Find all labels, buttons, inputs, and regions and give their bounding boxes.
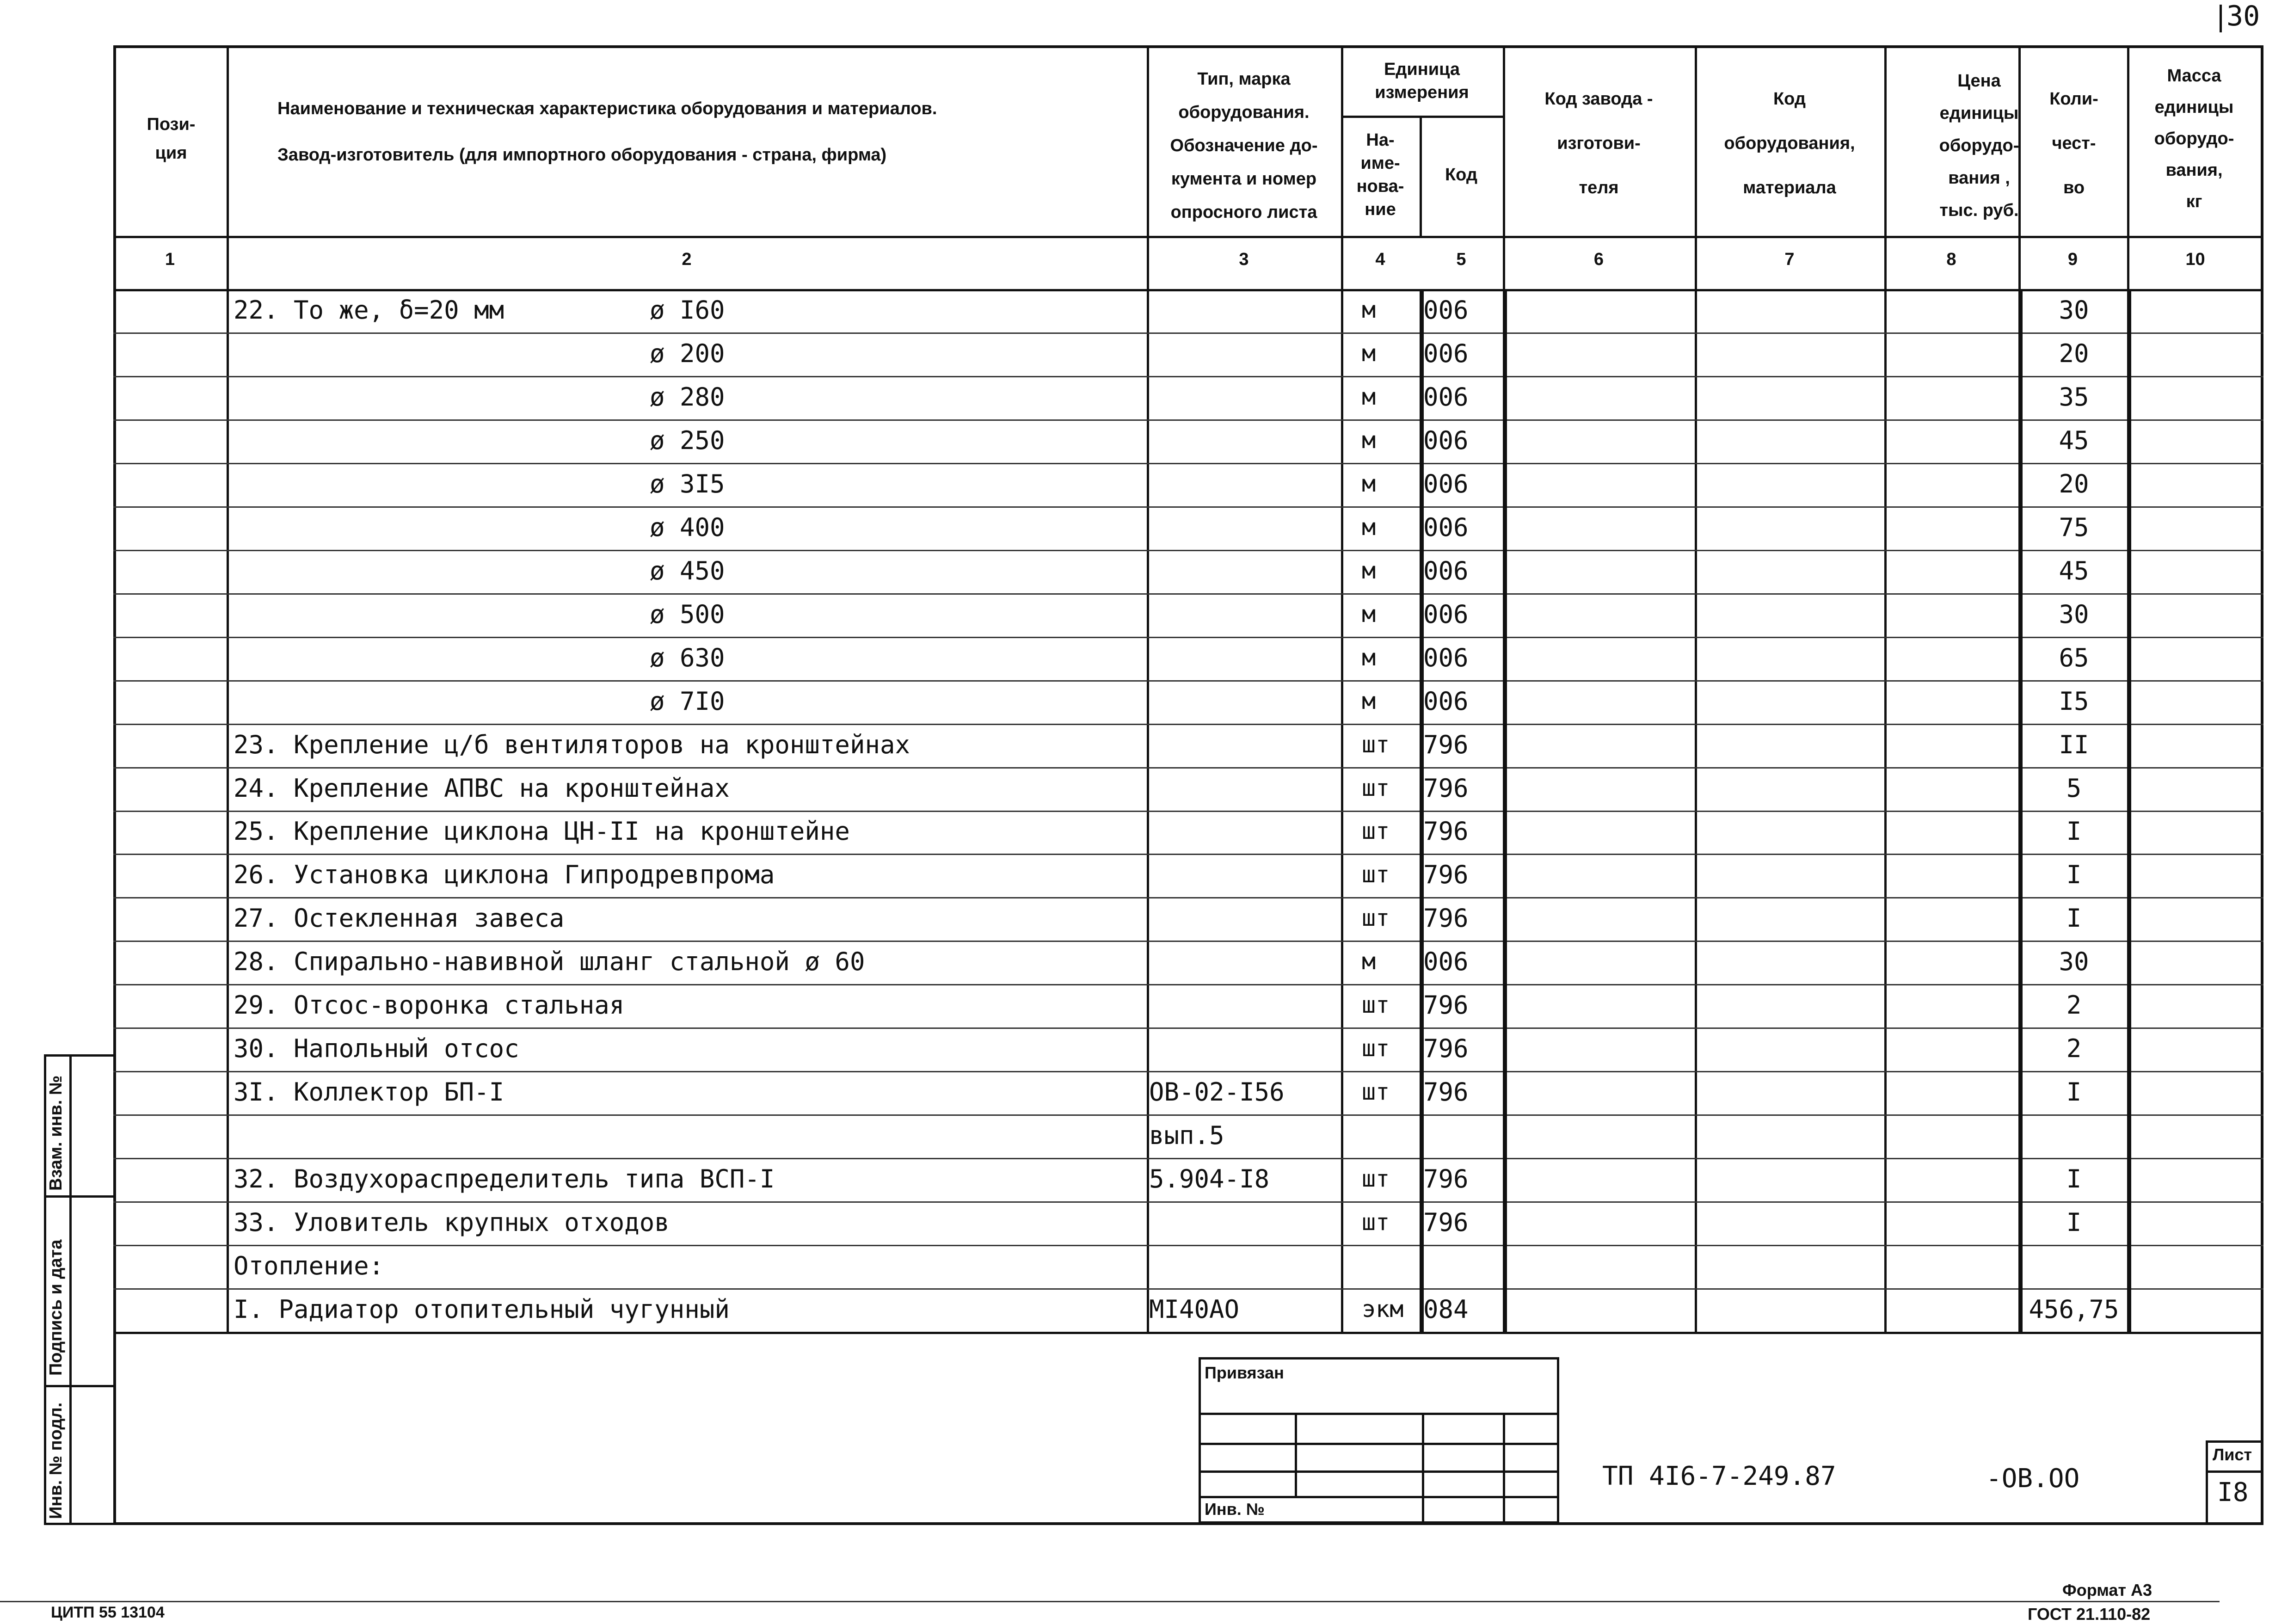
row-separator [113, 811, 2263, 812]
item-unit: м [1362, 557, 1376, 584]
item-unit-code: 796 [1423, 860, 1469, 890]
row-separator [113, 1245, 2263, 1246]
item-unit-code: 006 [1423, 382, 1469, 412]
item-name: I. Радиатор отопительный чугунный [234, 1295, 730, 1324]
row-separator [113, 1071, 2263, 1072]
item-quantity: I5 [2059, 686, 2089, 716]
unit-subcol-divider [1420, 116, 1422, 236]
item-quantity: I [2066, 817, 2082, 846]
item-unit: м [1362, 470, 1376, 497]
column-line [1884, 46, 1887, 1332]
column-number: 10 [2185, 250, 2205, 269]
item-unit: экм [1362, 1296, 1404, 1323]
item-type: вып.5 [1149, 1121, 1224, 1150]
item-quantity: I [2066, 1077, 2082, 1107]
item-diameter: ø 3I5 [650, 469, 725, 498]
header-mass: Масса единицы оборудо- вания, кг [2154, 66, 2234, 211]
row-separator [113, 593, 2263, 595]
item-quantity: 2 [2066, 990, 2082, 1020]
row-separator [113, 854, 2263, 855]
row-separator [113, 637, 2263, 638]
item-quantity: 20 [2059, 338, 2089, 368]
item-type: ОВ-02-I56 [1149, 1077, 1285, 1107]
item-unit-code: 796 [1423, 904, 1469, 933]
item-quantity: 2 [2066, 1034, 2082, 1064]
item-unit: м [1362, 600, 1376, 627]
document-code: ТП 4I6-7-249.87 [1602, 1461, 1836, 1491]
table-bottom-line [113, 1332, 2263, 1334]
item-unit-code: 006 [1423, 295, 1469, 325]
item-name: 32. Воздухораспределитель типа ВСП-I [234, 1164, 775, 1194]
item-diameter: ø 450 [650, 556, 725, 585]
item-type: МI40АО [1149, 1295, 1240, 1324]
row-separator [113, 550, 2263, 551]
row-separator [113, 332, 2263, 334]
item-unit-code: 006 [1423, 947, 1469, 977]
sheet-label: Лист [2213, 1445, 2252, 1464]
header-type: Тип, марка оборудования. Обозначение до- кумента и номер опросного листа [1170, 69, 1318, 222]
item-name: 3I. Коллектор БП-I [234, 1077, 504, 1107]
item-unit: м [1362, 426, 1376, 454]
item-unit-code: 084 [1423, 1295, 1469, 1324]
item-name: 27. Остекленная завеса [234, 904, 565, 933]
header-unit-group: Единица измерения [1375, 60, 1469, 102]
item-name: 28. Спирально-навивной шланг стальной ø 60 [234, 947, 865, 977]
footer-line [0, 1601, 2220, 1602]
side-label-podpis: Подпись и дата [46, 1239, 66, 1376]
item-type: 5.904-I8 [1149, 1164, 1270, 1194]
header-name-line2: Завод-изготовитель (для импортного оборудования - страна, фирма) [277, 145, 887, 165]
header-position: Пози- ция [147, 115, 196, 163]
item-quantity: 20 [2059, 469, 2089, 498]
footer-format: Формат А3 [2062, 1581, 2153, 1599]
item-unit: шт [1362, 1165, 1390, 1193]
header-name-line1: Наименование и техническая характеристика оборудования и материалов. [277, 99, 937, 118]
privyazan-row4 [1199, 1496, 1559, 1498]
item-unit: м [1362, 513, 1376, 541]
privyazan-col2 [1422, 1413, 1424, 1524]
side-stamp-div2 [44, 1385, 113, 1387]
item-diameter: ø 280 [650, 382, 725, 412]
row-separator [113, 941, 2263, 942]
row-separator [113, 1114, 2263, 1116]
header-equipment-code: Код оборудования, материала [1724, 89, 1855, 197]
privyazan-col1 [1295, 1413, 1297, 1496]
item-quantity: II [2059, 730, 2089, 759]
row-separator [113, 680, 2263, 682]
item-diameter: ø 400 [650, 512, 725, 542]
row-separator [113, 724, 2263, 725]
item-unit: шт [1362, 731, 1390, 758]
side-stamp-bottom [44, 1523, 113, 1525]
item-name: 22. То же, δ=20 мм [234, 295, 504, 325]
document-suffix: -ОВ.ОО [1986, 1464, 2080, 1494]
item-name: 24. Крепление АПВС на кронштейнах [234, 773, 730, 803]
code-col-right-bold [1503, 289, 1507, 1332]
item-unit-code: 796 [1423, 1164, 1469, 1194]
item-unit-code: 006 [1423, 599, 1469, 629]
item-diameter: ø 500 [650, 599, 725, 629]
row-separator [113, 1158, 2263, 1159]
item-diameter: ø 200 [650, 338, 725, 368]
item-name: 23. Крепление ц/б вентиляторов на кронштейнах [234, 730, 910, 759]
item-quantity: I [2066, 904, 2082, 933]
column-number: 8 [1946, 250, 1956, 269]
item-unit: шт [1362, 991, 1390, 1019]
header-unit-code: Код [1445, 165, 1478, 185]
item-diameter: ø 250 [650, 425, 725, 455]
item-unit: м [1362, 687, 1376, 714]
header-unit-name: На- име- нова- ние [1356, 130, 1404, 219]
item-name: 33. Уловитель крупных отходов [234, 1208, 670, 1237]
row-separator [113, 1027, 2263, 1029]
code-col-left-bold [1420, 289, 1424, 1332]
corner-tick [2220, 5, 2222, 32]
item-unit: м [1362, 644, 1376, 671]
row-separator [113, 506, 2263, 508]
item-quantity: I [2066, 1164, 2082, 1194]
item-unit: м [1362, 296, 1376, 323]
inv-no-label: Инв. № [1205, 1500, 1265, 1519]
item-unit: шт [1362, 904, 1390, 932]
side-stamp-mid [69, 1054, 72, 1524]
item-diameter: ø 630 [650, 643, 725, 672]
privyazan-row2 [1199, 1443, 1559, 1445]
side-label-inv-podl: Инв. № подл. [46, 1402, 66, 1519]
column-number: 1 [165, 250, 175, 269]
item-quantity: 65 [2059, 643, 2089, 672]
item-unit-code: 006 [1423, 512, 1469, 542]
item-unit-code: 006 [1423, 686, 1469, 716]
item-quantity: 35 [2059, 382, 2089, 412]
header-bottom-line [113, 236, 2263, 238]
row-separator [113, 897, 2263, 898]
row-separator [113, 767, 2263, 769]
item-quantity: I [2066, 860, 2082, 890]
sheet-box-divider [2206, 1470, 2263, 1473]
item-quantity: 456,75 [2029, 1295, 2119, 1324]
column-number: 9 [2067, 250, 2078, 269]
item-unit: м [1362, 383, 1376, 410]
row-separator [113, 419, 2263, 421]
item-unit-code: 796 [1423, 730, 1469, 759]
item-unit-code: 796 [1423, 1208, 1469, 1237]
qty-col-left-bold [2018, 289, 2023, 1332]
side-stamp-top [44, 1054, 113, 1057]
header-price: Цена единицы оборудо- вания , тыс. руб. [1939, 71, 2019, 220]
row-separator [113, 376, 2263, 377]
column-number: 3 [1239, 250, 1249, 269]
item-name: 25. Крепление циклона ЦН-II на кронштейне [234, 817, 850, 846]
privyazan-label: Привязан [1205, 1363, 1284, 1382]
header-quantity: Коли- чест- во [2049, 89, 2098, 197]
column-number: 7 [1784, 250, 1795, 269]
unit-group-divider [1341, 116, 1503, 118]
item-unit: шт [1362, 861, 1390, 888]
item-name: 26. Установка циклона Гипродревпрома [234, 860, 775, 890]
footer-gost: ГОСТ 21.110-82 [2028, 1605, 2151, 1624]
item-diameter: ø I60 [650, 295, 725, 325]
item-name: 30. Напольный отсос [234, 1034, 519, 1064]
sheet-number: I8 [2217, 1477, 2249, 1507]
item-quantity: 30 [2059, 295, 2089, 325]
row-separator [113, 984, 2263, 985]
footer-left-code: ЦИТП 55 13104 [51, 1604, 165, 1621]
privyazan-col3 [1503, 1413, 1505, 1524]
privyazan-row1 [1199, 1413, 1559, 1415]
item-unit: шт [1362, 818, 1390, 845]
qty-col-right-bold [2127, 289, 2131, 1332]
item-unit-code: 006 [1423, 643, 1469, 672]
column-number: 6 [1593, 250, 1604, 269]
item-quantity: 45 [2059, 425, 2089, 455]
column-line [227, 46, 229, 1332]
column-number: 4 [1375, 250, 1385, 269]
column-number: 5 [1456, 250, 1466, 269]
side-label-vzam: Взам. инв. № [46, 1075, 66, 1191]
item-unit: шт [1362, 1078, 1390, 1106]
column-line [1341, 46, 1343, 1332]
item-unit-code: 796 [1423, 817, 1469, 846]
item-unit-code: 006 [1423, 425, 1469, 455]
item-unit: шт [1362, 1209, 1390, 1236]
column-number: 2 [682, 250, 692, 269]
row-separator [113, 1288, 2263, 1290]
item-unit-code: 006 [1423, 469, 1469, 498]
item-quantity: 5 [2066, 773, 2082, 803]
row-separator [113, 1201, 2263, 1203]
item-unit-code: 006 [1423, 338, 1469, 368]
item-quantity: I [2066, 1208, 2082, 1237]
item-name: 29. Отсос-воронка стальная [234, 990, 625, 1020]
item-quantity: 30 [2059, 599, 2089, 629]
item-unit: шт [1362, 1035, 1390, 1062]
privyazan-row3 [1199, 1470, 1559, 1473]
side-stamp-div1 [44, 1195, 113, 1198]
item-unit-code: 006 [1423, 556, 1469, 585]
corner-sheet-number: 30 [2226, 0, 2260, 32]
item-quantity: 30 [2059, 947, 2089, 977]
row-separator [113, 463, 2263, 464]
column-line [1695, 46, 1697, 1332]
item-quantity: 45 [2059, 556, 2089, 585]
item-unit-code: 796 [1423, 990, 1469, 1020]
item-unit: м [1362, 339, 1376, 367]
item-diameter: ø 7I0 [650, 686, 725, 716]
item-quantity: 75 [2059, 512, 2089, 542]
item-unit: м [1362, 948, 1376, 975]
colnum-bottom-line [113, 289, 2263, 291]
header-plant-code: Код завода - изготови- теля [1544, 89, 1653, 197]
item-name: Отопление: [234, 1251, 384, 1281]
item-unit-code: 796 [1423, 773, 1469, 803]
item-unit-code: 796 [1423, 1077, 1469, 1107]
item-unit-code: 796 [1423, 1034, 1469, 1064]
item-unit: шт [1362, 774, 1390, 801]
